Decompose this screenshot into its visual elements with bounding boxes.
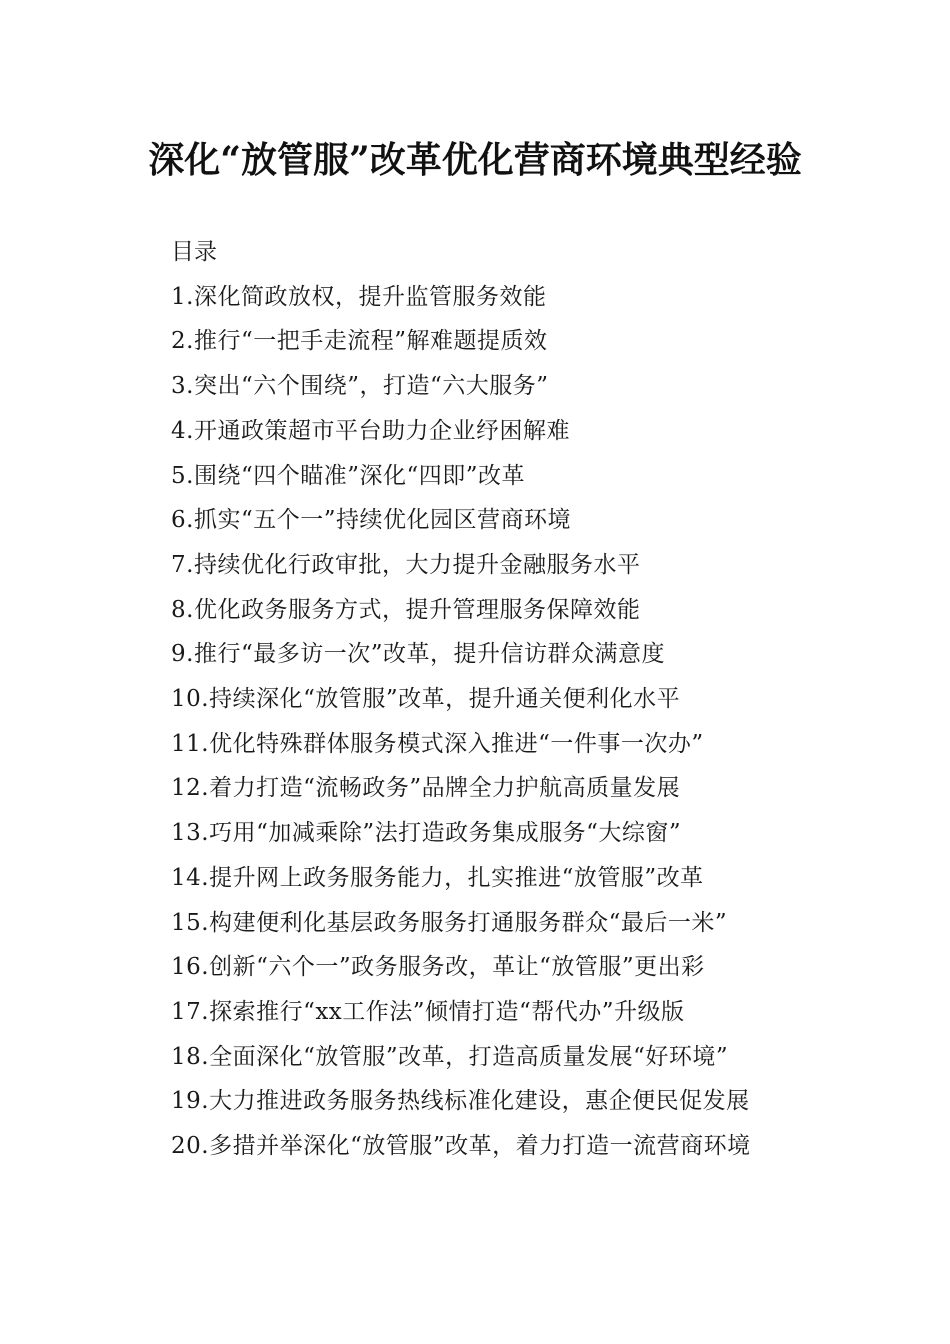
toc-item: 16.创新“六个一”政务服务改，革让“放管服”更出彩: [171, 954, 705, 981]
toc-item: 19.大力推进政务服务热线标准化建设，惠企便民促发展: [171, 1088, 750, 1115]
table-of-contents: [171, 230, 891, 1169]
toc-item: 6.抓实“五个一”持续优化园区营商环境: [171, 507, 571, 534]
toc-item: 8.优化政务服务方式，提升管理服务保障效能: [171, 596, 641, 623]
toc-item: 9.推行“最多访一次”改革，提升信访群众满意度: [171, 641, 665, 668]
toc-list: [171, 275, 891, 1169]
toc-item: 20.多措并举深化“放管服”改革，着力打造一流营商环境: [171, 1133, 751, 1160]
toc-item: 7.持续优化行政审批，大力提升金融服务水平: [171, 551, 641, 578]
toc-item: 4.开通政策超市平台助力企业纾困解难: [171, 417, 570, 444]
document-title: 深化“放管服”改革优化营商环境典型经验: [148, 139, 802, 181]
toc-item: 2.推行“一把手走流程”解难题提质效: [171, 328, 548, 355]
toc-heading: 目录: [171, 239, 217, 265]
toc-item: 14.提升网上政务服务能力，扎实推进“放管服”改革: [171, 864, 704, 891]
toc-item: 13.巧用“加减乘除”法打造政务集成服务“大综窗”: [171, 820, 682, 847]
toc-item: 15.构建便利化基层政务服务打通服务群众“最后一米”: [171, 909, 728, 936]
toc-item: 1.深化简政放权，提升监管服务效能: [171, 283, 547, 310]
toc-item: 3.突出“六个围绕”，打造“六大服务”: [171, 373, 549, 400]
toc-item: 18.全面深化“放管服”改革，打造高质量发展“好环境”: [171, 1043, 729, 1070]
toc-item: 11.优化特殊群体服务模式深入推进“一件事一次办”: [171, 730, 704, 757]
toc-item: 10.持续深化“放管服”改革，提升通关便利化水平: [171, 686, 681, 713]
toc-item: 5.围绕“四个瞄准”深化“四即”改革: [171, 462, 525, 489]
toc-item: 17.探索推行“xx工作法”倾情打造“帮代办”升级版: [171, 998, 685, 1025]
toc-item: 12.着力打造“流畅政务”品牌全力护航高质量发展: [171, 775, 681, 802]
